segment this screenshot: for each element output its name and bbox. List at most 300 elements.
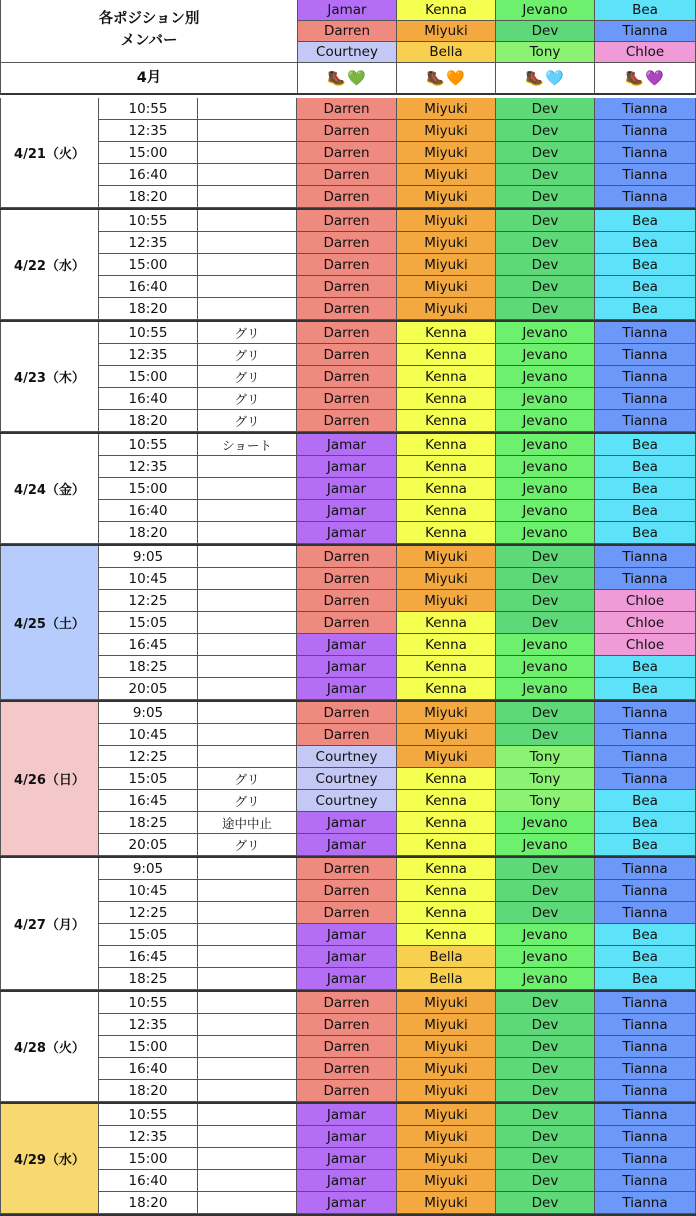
note-cell — [198, 1058, 297, 1080]
member-cell: Jamar — [297, 678, 397, 700]
date-cell: 4/21（火） — [0, 98, 99, 208]
member-cell: Jamar — [297, 456, 397, 478]
member-cell: Tianna — [595, 768, 696, 790]
member-cell: Kenna — [397, 522, 496, 544]
member-cell: Jamar — [297, 968, 397, 990]
member-cell: Jamar — [297, 1192, 397, 1214]
note-cell — [198, 500, 297, 522]
note-cell — [198, 232, 297, 254]
position-emoji-icon: 🥾💚 — [297, 63, 397, 95]
member-cell: Jamar — [297, 946, 397, 968]
member-cell: Jamar — [297, 478, 397, 500]
member-cell: Jevano — [496, 500, 595, 522]
time-cell: 18:20 — [99, 298, 198, 320]
member-cell: Darren — [297, 142, 397, 164]
member-cell: Tianna — [595, 902, 696, 924]
member-cell: Miyuki — [397, 98, 496, 120]
member-legend-cell: Chloe — [595, 42, 696, 63]
member-cell: Tianna — [595, 880, 696, 902]
member-cell: Kenna — [397, 834, 496, 856]
member-cell: Dev — [496, 724, 595, 746]
member-cell: Kenna — [397, 790, 496, 812]
member-cell: Miyuki — [397, 1126, 496, 1148]
note-cell — [198, 590, 297, 612]
member-cell: Dev — [496, 142, 595, 164]
member-cell: Jevano — [496, 522, 595, 544]
member-cell: Dev — [496, 858, 595, 880]
member-cell: Darren — [297, 1058, 397, 1080]
member-cell: Tianna — [595, 322, 696, 344]
time-cell: 12:25 — [99, 746, 198, 768]
time-cell: 18:25 — [99, 656, 198, 678]
member-cell: Darren — [297, 186, 397, 208]
member-cell: Kenna — [397, 322, 496, 344]
note-cell — [198, 1148, 297, 1170]
member-cell: Tony — [496, 768, 595, 790]
time-cell: 12:35 — [99, 120, 198, 142]
note-cell — [198, 968, 297, 990]
member-cell: Tianna — [595, 366, 696, 388]
note-cell — [198, 456, 297, 478]
member-cell: Darren — [297, 98, 397, 120]
member-cell: Courtney — [297, 746, 397, 768]
member-cell: Dev — [496, 1014, 595, 1036]
member-cell: Darren — [297, 120, 397, 142]
member-cell: Tianna — [595, 1014, 696, 1036]
member-cell: Bea — [595, 276, 696, 298]
member-cell: Dev — [496, 902, 595, 924]
member-cell: Bea — [595, 456, 696, 478]
note-cell: ショート — [198, 434, 297, 456]
member-cell: Kenna — [397, 812, 496, 834]
member-cell: Kenna — [397, 656, 496, 678]
time-cell: 16:40 — [99, 1058, 198, 1080]
member-cell: Dev — [496, 1126, 595, 1148]
time-cell: 15:00 — [99, 142, 198, 164]
member-cell: Dev — [496, 210, 595, 232]
member-cell: Jevano — [496, 322, 595, 344]
note-cell — [198, 1192, 297, 1214]
member-cell: Jevano — [496, 812, 595, 834]
time-cell: 15:00 — [99, 1036, 198, 1058]
member-cell: Jamar — [297, 522, 397, 544]
member-cell: Darren — [297, 1014, 397, 1036]
note-cell — [198, 1126, 297, 1148]
date-cell: 4/25（土） — [0, 546, 99, 700]
member-cell: Tianna — [595, 992, 696, 1014]
member-cell: Miyuki — [397, 724, 496, 746]
time-cell: 12:35 — [99, 344, 198, 366]
position-emoji-icon: 🥾🩵 — [496, 63, 595, 95]
member-cell: Dev — [496, 1192, 595, 1214]
date-cell: 4/23（木） — [0, 322, 99, 432]
member-cell: Jamar — [297, 1104, 397, 1126]
member-cell: Tianna — [595, 1148, 696, 1170]
time-cell: 16:40 — [99, 164, 198, 186]
member-cell: Kenna — [397, 612, 496, 634]
date-cell: 4/22（水） — [0, 210, 99, 320]
member-legend-cell: Tony — [496, 42, 595, 63]
date-cell: 4/28（火） — [0, 992, 99, 1102]
note-cell — [198, 634, 297, 656]
note-cell — [198, 946, 297, 968]
member-cell: Bea — [595, 254, 696, 276]
time-cell: 10:55 — [99, 1104, 198, 1126]
position-emoji-icon: 🥾💜 — [595, 63, 696, 95]
member-cell: Miyuki — [397, 992, 496, 1014]
note-cell — [198, 1036, 297, 1058]
member-cell: Dev — [496, 1170, 595, 1192]
member-cell: Tianna — [595, 1170, 696, 1192]
member-legend-cell: Bea — [595, 0, 696, 21]
note-cell: 途中中止 — [198, 812, 297, 834]
member-cell: Kenna — [397, 388, 496, 410]
note-cell — [198, 142, 297, 164]
member-cell: Tianna — [595, 142, 696, 164]
member-cell: Tianna — [595, 858, 696, 880]
member-cell: Bea — [595, 298, 696, 320]
member-cell: Dev — [496, 702, 595, 724]
member-cell: Dev — [496, 1058, 595, 1080]
note-cell — [198, 924, 297, 946]
member-cell: Miyuki — [397, 210, 496, 232]
time-cell: 12:35 — [99, 1014, 198, 1036]
note-cell — [198, 746, 297, 768]
note-cell — [198, 992, 297, 1014]
member-legend-cell: Darren — [297, 21, 397, 42]
member-cell: Bella — [397, 946, 496, 968]
time-cell: 12:35 — [99, 456, 198, 478]
time-cell: 15:00 — [99, 254, 198, 276]
member-cell: Miyuki — [397, 298, 496, 320]
note-cell — [198, 1170, 297, 1192]
note-cell — [198, 478, 297, 500]
member-cell: Dev — [496, 1104, 595, 1126]
note-cell — [198, 858, 297, 880]
member-cell: Chloe — [595, 590, 696, 612]
member-cell: Bea — [595, 812, 696, 834]
member-cell: Miyuki — [397, 1058, 496, 1080]
note-cell — [198, 902, 297, 924]
time-cell: 10:45 — [99, 568, 198, 590]
member-cell: Kenna — [397, 478, 496, 500]
member-cell: Darren — [297, 992, 397, 1014]
member-cell: Chloe — [595, 612, 696, 634]
member-cell: Miyuki — [397, 546, 496, 568]
member-cell: Kenna — [397, 634, 496, 656]
member-cell: Dev — [496, 590, 595, 612]
page-subtitle: メンバー — [120, 33, 178, 49]
time-cell: 15:05 — [99, 768, 198, 790]
member-cell: Miyuki — [397, 142, 496, 164]
member-cell: Tianna — [595, 98, 696, 120]
member-cell: Darren — [297, 388, 397, 410]
member-cell: Bea — [595, 478, 696, 500]
member-cell: Tianna — [595, 546, 696, 568]
time-cell: 18:20 — [99, 1080, 198, 1102]
member-cell: Tianna — [595, 1104, 696, 1126]
time-cell: 18:25 — [99, 812, 198, 834]
member-cell: Kenna — [397, 768, 496, 790]
note-cell: グリ — [198, 388, 297, 410]
member-cell: Miyuki — [397, 276, 496, 298]
member-cell: Kenna — [397, 500, 496, 522]
member-cell: Jamar — [297, 656, 397, 678]
member-cell: Darren — [297, 568, 397, 590]
header-title-cell — [0, 0, 298, 63]
member-cell: Bea — [595, 946, 696, 968]
member-cell: Tianna — [595, 410, 696, 432]
member-cell: Darren — [297, 702, 397, 724]
member-cell: Jamar — [297, 434, 397, 456]
note-cell — [198, 724, 297, 746]
member-cell: Bella — [397, 968, 496, 990]
member-cell: Jevano — [496, 946, 595, 968]
time-cell: 16:40 — [99, 500, 198, 522]
member-cell: Darren — [297, 410, 397, 432]
time-cell: 10:55 — [99, 992, 198, 1014]
note-cell — [198, 98, 297, 120]
member-cell: Bea — [595, 500, 696, 522]
member-cell: Bea — [595, 232, 696, 254]
member-cell: Darren — [297, 276, 397, 298]
member-cell: Miyuki — [397, 746, 496, 768]
member-cell: Jamar — [297, 834, 397, 856]
time-cell: 12:25 — [99, 902, 198, 924]
member-cell: Bea — [595, 790, 696, 812]
time-cell: 16:45 — [99, 790, 198, 812]
member-cell: Miyuki — [397, 254, 496, 276]
member-cell: Tianna — [595, 1036, 696, 1058]
member-cell: Dev — [496, 232, 595, 254]
note-cell — [198, 880, 297, 902]
time-cell: 12:35 — [99, 232, 198, 254]
member-cell: Bea — [595, 968, 696, 990]
time-cell: 15:00 — [99, 1148, 198, 1170]
member-cell: Darren — [297, 210, 397, 232]
time-cell: 15:00 — [99, 478, 198, 500]
member-cell: Miyuki — [397, 1170, 496, 1192]
member-cell: Darren — [297, 254, 397, 276]
member-cell: Jamar — [297, 924, 397, 946]
member-cell: Tianna — [595, 702, 696, 724]
member-cell: Darren — [297, 322, 397, 344]
note-cell — [198, 1014, 297, 1036]
member-cell: Tianna — [595, 186, 696, 208]
time-cell: 15:05 — [99, 612, 198, 634]
note-cell — [198, 702, 297, 724]
member-cell: Dev — [496, 546, 595, 568]
member-cell: Dev — [496, 298, 595, 320]
member-cell: Darren — [297, 164, 397, 186]
member-cell: Kenna — [397, 410, 496, 432]
note-cell — [198, 568, 297, 590]
member-cell: Bea — [595, 656, 696, 678]
note-cell: グリ — [198, 322, 297, 344]
note-cell — [198, 546, 297, 568]
member-cell: Chloe — [595, 634, 696, 656]
member-legend-cell: Miyuki — [397, 21, 496, 42]
member-cell: Darren — [297, 366, 397, 388]
member-cell: Miyuki — [397, 1036, 496, 1058]
member-cell: Dev — [496, 98, 595, 120]
member-cell: Darren — [297, 858, 397, 880]
member-cell: Jamar — [297, 500, 397, 522]
member-cell: Tianna — [595, 1192, 696, 1214]
member-cell: Dev — [496, 164, 595, 186]
member-cell: Kenna — [397, 434, 496, 456]
page-title: 各ポジション別 — [98, 11, 200, 27]
member-cell: Darren — [297, 612, 397, 634]
time-cell: 9:05 — [99, 702, 198, 724]
time-cell: 10:55 — [99, 434, 198, 456]
member-cell: Dev — [496, 1148, 595, 1170]
member-cell: Tianna — [595, 388, 696, 410]
member-cell: Tianna — [595, 1126, 696, 1148]
member-cell: Miyuki — [397, 232, 496, 254]
member-cell: Darren — [297, 298, 397, 320]
note-cell — [198, 254, 297, 276]
time-cell: 10:45 — [99, 880, 198, 902]
member-legend-cell: Jevano — [496, 0, 595, 21]
note-cell — [198, 120, 297, 142]
member-legend-cell: Courtney — [297, 42, 397, 63]
note-cell: グリ — [198, 790, 297, 812]
member-cell: Miyuki — [397, 1192, 496, 1214]
time-cell: 15:05 — [99, 924, 198, 946]
note-cell: グリ — [198, 834, 297, 856]
member-cell: Darren — [297, 590, 397, 612]
time-cell: 18:20 — [99, 1192, 198, 1214]
note-cell — [198, 164, 297, 186]
time-cell: 9:05 — [99, 546, 198, 568]
member-cell: Bea — [595, 678, 696, 700]
note-cell — [198, 612, 297, 634]
member-cell: Jamar — [297, 1126, 397, 1148]
header-block — [0, 0, 696, 95]
note-cell: グリ — [198, 410, 297, 432]
member-cell: Dev — [496, 992, 595, 1014]
member-cell: Dev — [496, 186, 595, 208]
member-cell: Miyuki — [397, 186, 496, 208]
member-cell: Kenna — [397, 880, 496, 902]
member-cell: Jamar — [297, 1148, 397, 1170]
member-legend-cell: Tianna — [595, 21, 696, 42]
member-cell: Miyuki — [397, 590, 496, 612]
member-cell: Kenna — [397, 344, 496, 366]
member-cell: Jevano — [496, 344, 595, 366]
member-cell: Jevano — [496, 924, 595, 946]
member-cell: Kenna — [397, 366, 496, 388]
member-cell: Darren — [297, 1036, 397, 1058]
member-cell: Jamar — [297, 812, 397, 834]
member-cell: Kenna — [397, 858, 496, 880]
position-emoji-icon: 🥾🧡 — [397, 63, 496, 95]
member-cell: Jamar — [297, 1170, 397, 1192]
member-cell: Dev — [496, 1080, 595, 1102]
date-cell: 4/24（金） — [0, 434, 99, 544]
note-cell: グリ — [198, 344, 297, 366]
time-cell: 16:40 — [99, 276, 198, 298]
note-cell — [198, 276, 297, 298]
member-cell: Jevano — [496, 410, 595, 432]
member-cell: Dev — [496, 1036, 595, 1058]
member-legend-cell: Jamar — [297, 0, 397, 21]
member-cell: Bea — [595, 434, 696, 456]
member-cell: Kenna — [397, 902, 496, 924]
member-legend-cell: Kenna — [397, 0, 496, 21]
note-cell — [198, 298, 297, 320]
member-cell: Jevano — [496, 366, 595, 388]
time-cell: 18:20 — [99, 410, 198, 432]
member-cell: Darren — [297, 724, 397, 746]
member-cell: Tianna — [595, 164, 696, 186]
time-cell: 16:45 — [99, 634, 198, 656]
member-cell: Kenna — [397, 456, 496, 478]
time-cell: 20:05 — [99, 834, 198, 856]
member-cell: Darren — [297, 232, 397, 254]
time-cell: 15:00 — [99, 366, 198, 388]
month-label-cell — [0, 63, 298, 95]
member-cell: Miyuki — [397, 164, 496, 186]
member-cell: Dev — [496, 880, 595, 902]
member-cell: Jevano — [496, 434, 595, 456]
time-cell: 10:45 — [99, 724, 198, 746]
member-cell: Jevano — [496, 456, 595, 478]
member-cell: Tianna — [595, 1058, 696, 1080]
member-cell: Kenna — [397, 924, 496, 946]
member-legend-cell: Bella — [397, 42, 496, 63]
time-cell: 9:05 — [99, 858, 198, 880]
note-cell — [198, 1080, 297, 1102]
member-cell: Jevano — [496, 656, 595, 678]
member-cell: Jamar — [297, 634, 397, 656]
member-cell: Tony — [496, 790, 595, 812]
member-cell: Dev — [496, 254, 595, 276]
time-cell: 18:20 — [99, 186, 198, 208]
member-cell: Courtney — [297, 790, 397, 812]
time-cell: 10:55 — [99, 210, 198, 232]
time-cell: 18:25 — [99, 968, 198, 990]
member-cell: Jevano — [496, 634, 595, 656]
member-cell: Darren — [297, 880, 397, 902]
date-cell: 4/27（月） — [0, 858, 99, 990]
time-cell: 10:55 — [99, 98, 198, 120]
member-cell: Dev — [496, 276, 595, 298]
member-cell: Miyuki — [397, 120, 496, 142]
note-cell — [198, 1104, 297, 1126]
member-cell: Darren — [297, 902, 397, 924]
time-cell: 16:45 — [99, 946, 198, 968]
member-cell: Courtney — [297, 768, 397, 790]
member-cell: Tianna — [595, 1080, 696, 1102]
member-cell: Dev — [496, 612, 595, 634]
date-cell: 4/26（日） — [0, 702, 99, 856]
member-cell: Darren — [297, 1080, 397, 1102]
note-cell — [198, 678, 297, 700]
time-cell: 16:40 — [99, 1170, 198, 1192]
member-cell: Kenna — [397, 678, 496, 700]
member-cell: Jevano — [496, 478, 595, 500]
time-cell: 20:05 — [99, 678, 198, 700]
member-cell: Tianna — [595, 568, 696, 590]
member-cell: Bea — [595, 522, 696, 544]
note-cell — [198, 210, 297, 232]
time-cell: 10:55 — [99, 322, 198, 344]
note-cell: グリ — [198, 366, 297, 388]
member-cell: Miyuki — [397, 1080, 496, 1102]
member-cell: Miyuki — [397, 1014, 496, 1036]
